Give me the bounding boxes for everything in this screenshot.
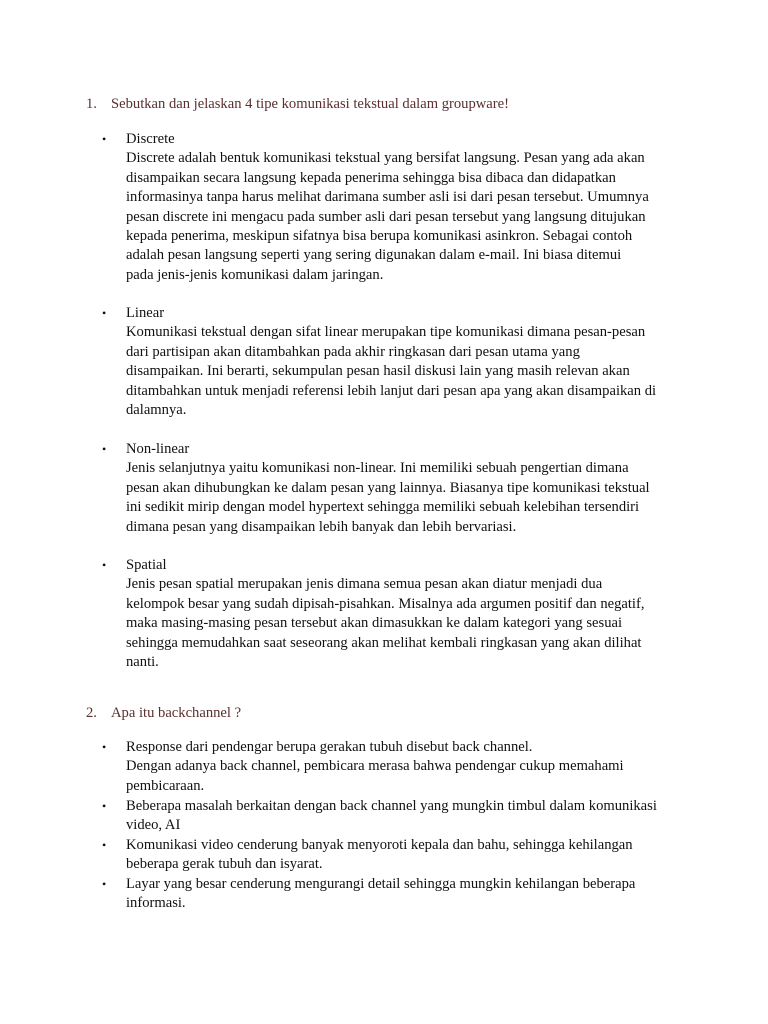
item-line: pada jenis-jenis komunikasi dalam jaringan. bbox=[126, 266, 384, 283]
item-line: dimana pesan yang disampaikan lebih banyak dan lebih bervariasi. bbox=[126, 518, 517, 535]
item-line: Response dari pendengar berupa gerakan tubuh disebut back channel. bbox=[126, 739, 533, 755]
item-title: Linear bbox=[126, 305, 165, 321]
list-item-spatial bbox=[102, 556, 686, 672]
item-line: informasinya tanpa harus melihat darimana sumber asli isi dari pesan tersebut. Umumnya bbox=[126, 189, 649, 206]
question-2-heading bbox=[86, 704, 241, 724]
item-line: Dengan adanya back channel, pembicara merasa bahwa pendengar cukup memahami bbox=[126, 758, 624, 775]
list-item-backchannel-2 bbox=[102, 797, 686, 836]
question-2-number: 2. bbox=[86, 705, 97, 721]
item-line: Layar yang besar cenderung mengurangi detail sehingga mungkin kehilangan beberapa bbox=[126, 876, 636, 892]
item-line: disampaikan secara langsung kepada penerima sehingga bisa dibaca dan didapatkan bbox=[126, 169, 616, 186]
bullet-icon: • bbox=[102, 838, 107, 852]
item-line: informasi. bbox=[126, 895, 186, 912]
question-2-text: Apa itu backchannel ? bbox=[111, 705, 242, 721]
item-line: nanti. bbox=[126, 654, 159, 671]
item-title: Spatial bbox=[126, 557, 167, 573]
item-line: maka masing-masing pesan tersebut akan dimasukkan ke dalam kategori yang sesuai bbox=[126, 615, 623, 632]
item-line: Jenis pesan spatial merupakan jenis dimana semua pesan akan diatur menjadi dua bbox=[126, 576, 603, 593]
item-line: adalah pesan langsung seperti yang sering digunakan dalam e-mail. Ini biasa ditemui bbox=[126, 247, 622, 264]
item-line: ini sedikit mirip dengan model hypertext sehingga memiliki sebuah kelebihan tersendiri bbox=[126, 499, 640, 516]
bullet-icon: • bbox=[102, 558, 107, 572]
item-line: sehingga memudahkan saat seseorang akan melihat kembali ringkasan yang akan dilihat bbox=[126, 634, 642, 651]
bullet-icon: • bbox=[102, 799, 107, 813]
item-line: pesan akan dihubungkan ke dalam pesan yang lainnya. Biasanya tipe komunikasi tekstual bbox=[126, 479, 650, 496]
list-item-discrete bbox=[102, 130, 686, 285]
item-line: Komunikasi tekstual dengan sifat linear merupakan tipe komunikasi dimana pesan-pesan bbox=[126, 324, 646, 341]
item-line: kelompok besar yang sudah dipisah-pisahkan. Misalnya ada argumen positif dan negatif, bbox=[126, 595, 645, 612]
item-line: beberapa gerak tubuh dan isyarat. bbox=[126, 856, 323, 873]
bullet-icon: • bbox=[102, 132, 107, 146]
bullet-icon: • bbox=[102, 442, 107, 456]
item-line: kepada penerima, meskipun sifatnya bisa berupa komunikasi asinkron. Sebagai contoh bbox=[126, 228, 633, 245]
item-line: Jenis selanjutnya yaitu komunikasi non-linear. Ini memiliki sebuah pengertian dimana bbox=[126, 460, 629, 477]
item-line: ditambahkan untuk menjadi referensi lebih lanjut dari pesan apa yang akan disampaikan di bbox=[126, 382, 657, 399]
list-item-backchannel-1 bbox=[102, 738, 686, 796]
item-line: Komunikasi video cenderung banyak menyoroti kepala dan bahu, sehingga kehilangan bbox=[126, 837, 633, 853]
list-item-backchannel-3 bbox=[102, 836, 686, 875]
item-line: disampaikan. Ini berarti, sekumpulan pesan hasil diskusi lain yang masih relevan akan bbox=[126, 363, 630, 380]
bullet-icon: • bbox=[102, 306, 107, 320]
item-title: Non-linear bbox=[126, 441, 190, 457]
item-line: pembicaraan. bbox=[126, 777, 205, 794]
question-1-heading bbox=[86, 95, 509, 115]
list-item-non-linear bbox=[102, 440, 686, 537]
question-1-number: 1. bbox=[86, 96, 97, 112]
list-item-backchannel-4 bbox=[102, 875, 686, 914]
item-line: Discrete adalah bentuk komunikasi tekstual yang bersifat langsung. Pesan yang ada akan bbox=[126, 150, 645, 167]
bullet-icon: • bbox=[102, 877, 107, 891]
item-line: video, AI bbox=[126, 817, 181, 834]
bullet-icon: • bbox=[102, 740, 107, 754]
question-1-text: Sebutkan dan jelaskan 4 tipe komunikasi tekstual dalam groupware! bbox=[111, 96, 509, 112]
list-item-linear bbox=[102, 304, 686, 420]
item-line: Beberapa masalah berkaitan dengan back channel yang mungkin timbul dalam komunikasi bbox=[126, 798, 657, 814]
item-line: dari partisipan akan ditambahkan pada akhir ringkasan dari pesan utama yang bbox=[126, 343, 580, 360]
item-line: dalamnya. bbox=[126, 402, 187, 419]
item-line: pesan discrete ini mengacu pada sumber asli dari pesan tersebut yang langsung ditujukan bbox=[126, 208, 646, 225]
item-title: Discrete bbox=[126, 131, 175, 147]
